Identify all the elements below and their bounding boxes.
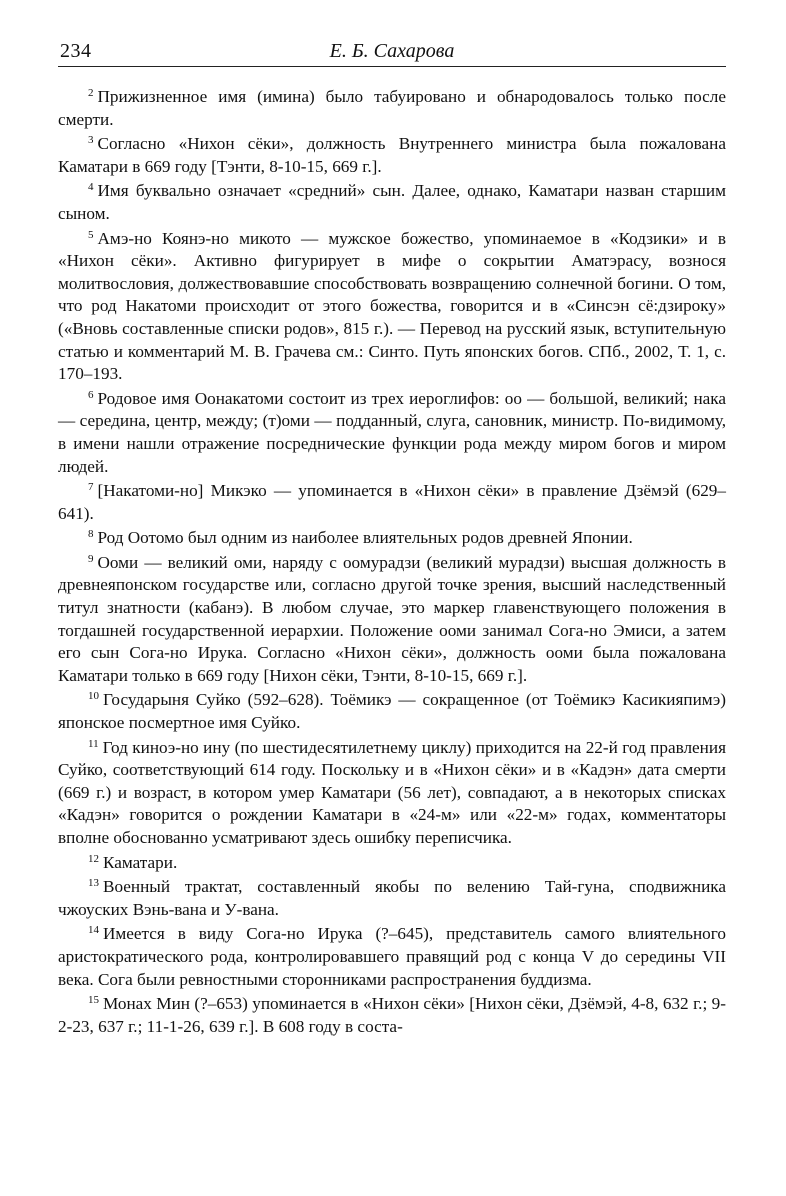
footnote	[58, 480, 726, 525]
footnote-text: Год киноэ-но ину (по шестидесятилетнему циклу) приходится на 22-й год правления Суйко, соответствующий 614 году. Поскольку и в «Нихон сёки» и в «Кадэн» дата смерти (669 г.) и возраст, в котором умер Каматари (56 лет), совпадают, а в некоторых списках «Кадэн» говорится о рождении Каматари в «24-м» или «22-м» годах, комментаторы вполне обоснованно усматривают здесь ошибку переписчика.	[58, 737, 726, 847]
footnote	[58, 228, 726, 386]
footnote-number: 9	[88, 552, 94, 565]
footnote-text: Каматари.	[103, 852, 178, 872]
footnote-number: 15	[88, 994, 99, 1007]
footnote-number: 14	[88, 924, 99, 937]
footnote-number: 5	[88, 228, 94, 241]
footnote-text: Имя буквально означает «средний» сын. Далее, однако, Каматари назван старшим сыном.	[58, 181, 726, 223]
footnote	[58, 180, 726, 225]
footnote	[58, 689, 726, 734]
footnote-number: 6	[88, 388, 94, 401]
footnote-number: 7	[88, 481, 94, 494]
footnote-text: Имеется в виду Сога-но Ирука (?–645), представитель самого влиятельного аристократического рода, контролировавшего правящий род с конца V до середины VII века. Сога были ревностными сторонниками распространения буддизма.	[58, 924, 726, 989]
footnote-text: Род Оотомо был одним из наиболее влиятельных родов древней Японии.	[97, 528, 633, 548]
footnote-text: Военный трактат, составленный якобы по велению Тай-гуна, сподвижника чжоуских Вэнь-вана и У-вана.	[58, 877, 726, 919]
footnote	[58, 133, 726, 178]
running-head: Е. Б. Сахарова	[329, 40, 455, 62]
footnote	[58, 552, 726, 688]
footnote	[58, 86, 726, 131]
header-rule	[58, 66, 726, 67]
footnote-number: 3	[88, 134, 94, 147]
footnote	[58, 527, 726, 550]
footnote-number: 8	[88, 528, 94, 541]
footnote-number: 13	[88, 877, 99, 890]
page-number: 234	[60, 40, 92, 62]
footnote	[58, 737, 726, 850]
footnote-number: 11	[88, 737, 99, 750]
footnote	[58, 388, 726, 478]
footnote-number: 10	[88, 690, 99, 703]
footnote	[58, 852, 726, 875]
footnote-text: Родовое имя Оонакатоми состоит из трех иероглифов: оо — большой, великий; нака — середина, центр, между; (т)оми — подданный, слуга, сановник, министр. По-видимому, в имени нашли отражение посреднические функции рода между миром богов и миром людей.	[58, 388, 726, 476]
footnote-number: 4	[88, 181, 94, 194]
footnote-text: [Накатоми-но] Микэко — упоминается в «Нихон сёки» в правление Дзёмэй (629–641).	[58, 481, 726, 523]
footnote-text: Прижизненное имя (имина) было табуировано и обнародовалось только после смерти.	[58, 87, 726, 129]
footnote-text: Государыня Суйко (592–628). Тоёмикэ — сокращенное (от Тоёмикэ Касикияпимэ) японское посмертное имя Суйко.	[58, 690, 726, 733]
page-header	[58, 38, 726, 68]
footnote-number: 2	[88, 87, 94, 99]
footnote	[58, 876, 726, 921]
footnote-text: Ооми — великий оми, наряду с оомурадзи (великий мурадзи) высшая должность в древнеяпонском государстве или, согласно другой точке зрения, высший наследственный титул знатности (кабанэ). В любом случае, это маркер главенствующего положения в тогдашней государственной иерархии. Положение ооми занимал Сога-но Эмиси, а затем его сын Сога-но Ирука. Согласно «Нихон сёки», должность ооми была пожалована Каматари только в 669 году [Нихон сёки, Тэнти, 8-10-15, 669 г.].	[58, 552, 726, 685]
footnote-number: 12	[88, 852, 99, 865]
footnote	[58, 993, 726, 1038]
footnote-text: Монах Мин (?–653) упоминается в «Нихон сёки» [Нихон сёки, Дзёмэй, 4-8, 632 г.; 9-2-23, 637 г.; 11-1-26, 639 г.]. В 608 году в соста-	[58, 994, 726, 1036]
footnote	[58, 923, 726, 991]
footnote-text: Согласно «Нихон сёки», должность Внутреннего министра была пожалована Каматари в 669 году [Тэнти, 8-10-15, 669 г.].	[58, 134, 726, 176]
footnote-text: Амэ-но Коянэ-но микото — мужское божество, упоминаемое в «Кодзики» и в «Нихон сёки». Активно фигурирует в мифе о сокрытии Аматэрасу, вознося молитвословия, должествовавшие способствовать возвращению солнечной богини. О том, что род Накатоми происходит от этого божества, говорится и в «Синсэн сё:дзироку» («Вновь составленные списки родов», 815 г.). — Перевод на русский язык, вступительную статью и комментарий М. В. Грачева см.: Синто. Путь японских богов. СПб., 2002, Т. 1, с. 170–193.	[58, 228, 726, 384]
footnotes	[58, 86, 726, 1040]
